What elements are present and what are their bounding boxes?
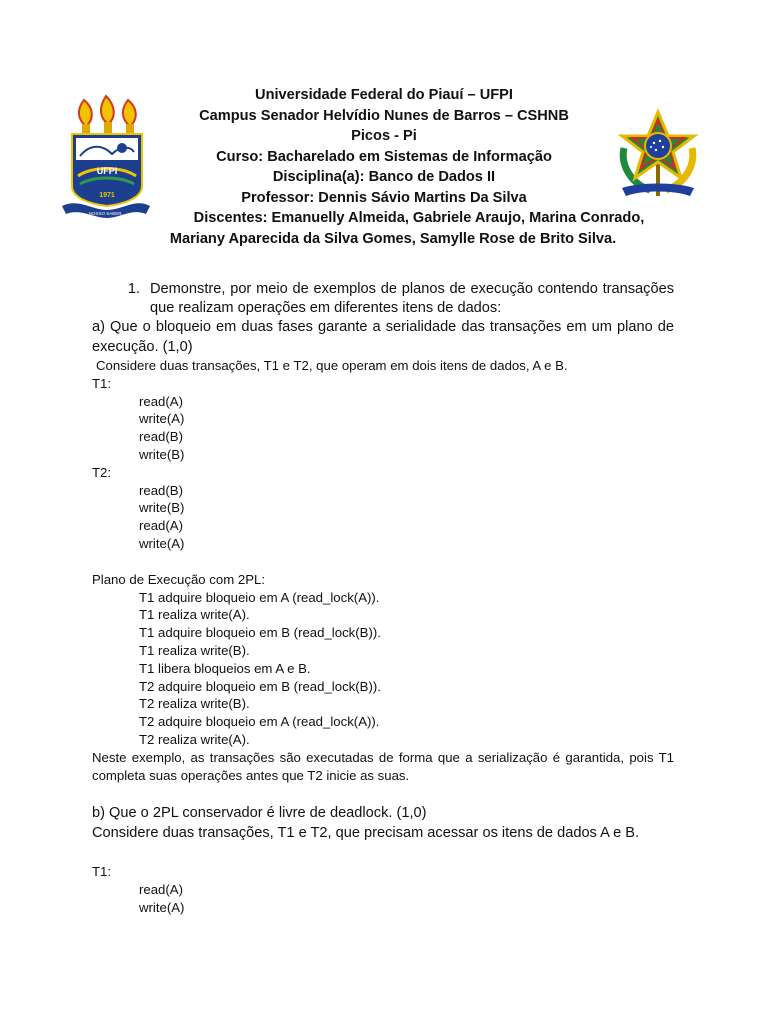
- plan-step: T1 realiza write(A).: [139, 607, 250, 623]
- plan-step: T2 realiza write(A).: [139, 731, 250, 747]
- discipline: Disciplina(a): Banco de Dados II: [272, 169, 496, 185]
- plan-step: T1 adquire bloqueio em A (read_lock(A)).: [139, 589, 380, 605]
- code-line: write(A): [139, 899, 185, 915]
- plan-step: T2 realiza write(B).: [139, 696, 250, 712]
- part-a-title: a) Que o bloqueio em duas fases garante a serialidade das transações em um plano de execução. (1,0): [92, 319, 674, 355]
- code-line: read(B): [139, 482, 183, 498]
- spacer: [92, 843, 674, 863]
- part-b-intro: Considere duas transações, T1 e T2, que precisam acessar os itens de dados A e B.: [92, 824, 640, 841]
- document-header: [0, 85, 768, 249]
- code-line: write(B): [139, 446, 185, 462]
- plan-label: Plano de Execução com 2PL:: [92, 571, 266, 587]
- part-a-t1-label: T1:: [92, 375, 112, 391]
- code-line: read(A): [139, 518, 183, 534]
- ufpi-initials: UFPI: [96, 166, 118, 176]
- university-name: Universidade Federal do Piauí – UFPI: [255, 87, 513, 103]
- plan-step: T1 libera bloqueios em A e B.: [139, 660, 311, 676]
- city: Picos - Pi: [351, 128, 417, 144]
- code-line: write(B): [139, 500, 185, 516]
- question-number: 1.: [127, 281, 140, 297]
- ufpi-motto: NOSSO SABER...: [88, 211, 126, 216]
- plan-step: T1 realiza write(B).: [139, 642, 250, 658]
- part-a-intro: Considere duas transações, T1 e T2, que operam em dois itens de dados, A e B.: [96, 358, 568, 373]
- course: Curso: Bacharelado em Sistemas de Informação: [216, 148, 552, 165]
- campus-name: Campus Senador Helvídio Nunes de Barros – CSHNB: [199, 107, 569, 124]
- plan-step: T2 adquire bloqueio em A (read_lock(A)).: [139, 714, 380, 730]
- ufpi-year: 1971: [99, 192, 115, 199]
- part-a-conclusion: Neste exemplo, as transações são executadas de forma que a serialização é garantida, pois T1 completa suas operações antes que T2 inicie as suas.: [92, 749, 674, 783]
- code-line: read(A): [139, 882, 183, 898]
- spacer: [92, 784, 674, 804]
- part-b-title: b) Que o 2PL conservador é livre de deadlock. (1,0): [92, 805, 427, 822]
- code-line: write(A): [139, 411, 185, 427]
- code-line: write(A): [139, 535, 185, 551]
- students-line-2: Mariany Aparecida da Silva Gomes, Samylle Rose de Brito Silva.: [169, 230, 617, 247]
- document-body: [92, 280, 674, 917]
- part-b-t1-label: T1:: [92, 864, 112, 880]
- code-line: read(B): [139, 429, 183, 445]
- spacer: [92, 553, 674, 571]
- code-line: read(A): [139, 393, 183, 409]
- students-line-1: Discentes: Emanuelly Almeida, Gabriele Araujo, Marina Conrado,: [193, 210, 645, 226]
- plan-step: T2 adquire bloqueio em B (read_lock(B)).: [139, 678, 381, 694]
- plan-step: T1 adquire bloqueio em B (read_lock(B)).: [139, 625, 381, 641]
- question-text: Demonstre, por meio de exemplos de planos de execução contendo transações que realizam operações em diferentes itens de dados:: [150, 281, 674, 316]
- part-a-t2-label: T2:: [92, 464, 112, 480]
- professor: Professor: Dennis Sávio Martins Da Silva: [241, 189, 527, 206]
- question-1: [92, 280, 674, 318]
